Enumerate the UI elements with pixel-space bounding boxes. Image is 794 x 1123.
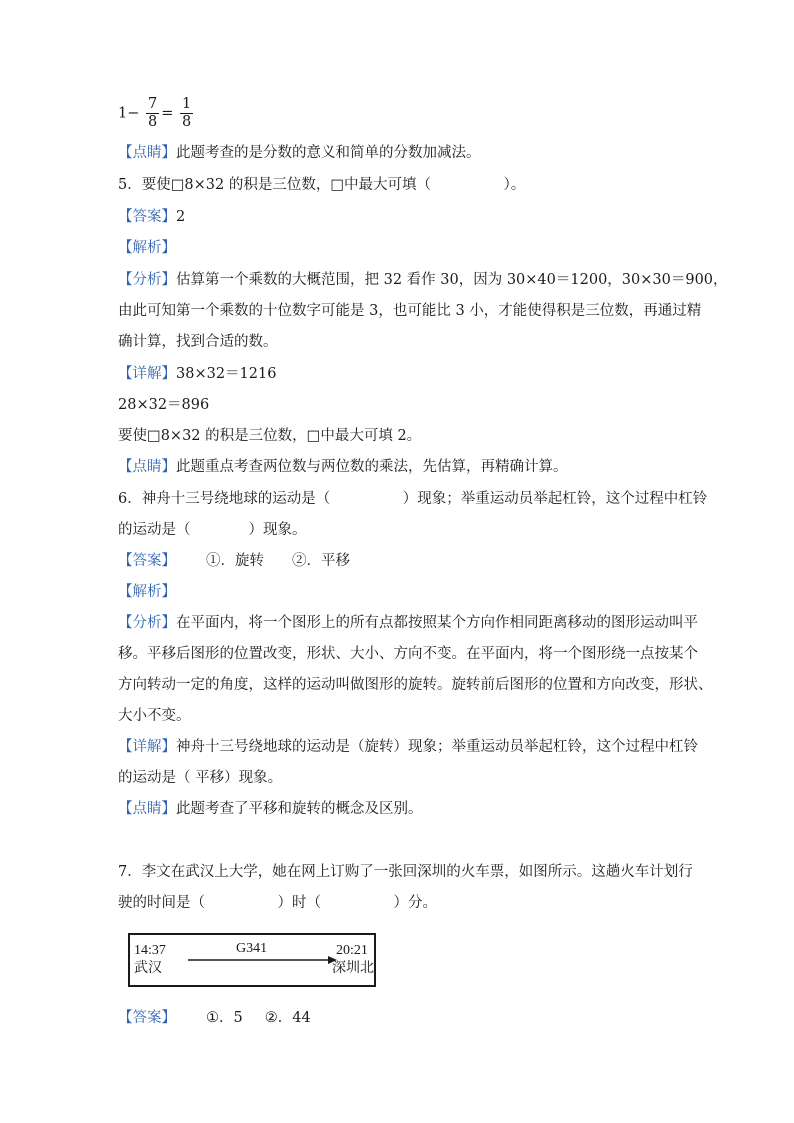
train-ticket [128, 933, 376, 987]
q5-fenxi-line2: 由此可知第一个乘数的十位数字可能是 3，也可能比 3 小，才能使得积是三位数，再通过精 [118, 303, 702, 319]
depart-station: 武汉 [134, 961, 162, 976]
q6-fenxi-line4: 大小不变。 [118, 708, 191, 724]
q6-answer: 【答案】 ①．旋转 ②．平移 [118, 553, 350, 569]
q6-detail-line2: 的运动是（ 平移）现象。 [118, 770, 283, 786]
q5-question: 5．要使□8×32 的积是三位数，□中最大可填（ ）。 [118, 177, 526, 193]
formula-minus: − [127, 105, 140, 122]
q5-fenxi-line1: 【分析】估算第一个乘数的大概范围，把 32 看作 30，因为 30×40＝1200，30×30＝900， [118, 272, 728, 288]
formula-lead: 1 [118, 105, 128, 122]
train-number: G341 [236, 941, 268, 956]
q6-question-line1: 6．神舟十三号绕地球的运动是（ ）现象；举重运动员举起杠铃，这个过程中杠铃 [118, 491, 708, 507]
q5-comment: 【点睛】此题重点考查两位数与两位数的乘法，先估算，再精确计算。 [118, 459, 568, 475]
fraction-seven-eighths: $\frac{7}{8}$ [148, 96, 158, 130]
q5-fenxi-line3: 确计算，找到合适的数。 [118, 334, 278, 350]
arrive-station: 深圳北 [332, 961, 374, 976]
fraction-formula [118, 96, 195, 136]
q6-comment: 【点睛】此题考查了平移和旋转的概念及区别。 [118, 801, 423, 817]
q6-question-line2: 的运动是（ ）现象。 [118, 522, 307, 538]
q5-answer: 【答案】2 [118, 209, 186, 225]
q6-fenxi-line2: 移。平移后图形的位置改变，形状、大小、方向不变。在平面内，将一个图形绕一点按某个 [118, 646, 698, 662]
q6-fenxi-line1: 【分析】在平面内，将一个图形上的所有点都按照某个方向作相同距离移动的图形运动叫平 [118, 615, 698, 631]
q5-detail-line1: 【详解】38×32＝1216 [118, 366, 277, 382]
q6-analysis-tag: 【解析】 [118, 584, 176, 600]
q5-detail-line3: 要使□8×32 的积是三位数，□中最大可填 2。 [118, 428, 422, 444]
q7-question-line1: 7．李文在武汉上大学，她在网上订购了一张回深圳的火车票，如图所示。这趟火车计划行 [118, 864, 693, 880]
route-arrow-icon [188, 955, 338, 965]
depart-time: 14:37 [134, 943, 166, 958]
q6-detail-line1: 【详解】神舟十三号绕地球的运动是（旋转）现象；举重运动员举起杠铃，这个过程中杠铃 [118, 739, 698, 755]
q7-question-line2: 驶的时间是（ ）时（ ）分。 [118, 895, 437, 911]
arrive-time: 20:21 [336, 943, 368, 958]
q5-analysis-tag: 【解析】 [118, 240, 176, 256]
q5-detail-line2: 28×32＝896 [118, 397, 210, 413]
q4-comment: 【点睛】此题考查的是分数的意义和简单的分数加减法。 [118, 145, 481, 161]
q6-fenxi-line3: 方向转动一定的角度，这样的运动叫做图形的旋转。旋转前后图形的位置和方向改变，形状、 [118, 677, 713, 693]
q7-answer: 【答案】 ①．5 ②．44 [118, 1010, 311, 1026]
formula-equals: = [161, 105, 174, 122]
fraction-one-eighth: $\frac{1}{8}$ [182, 96, 192, 130]
